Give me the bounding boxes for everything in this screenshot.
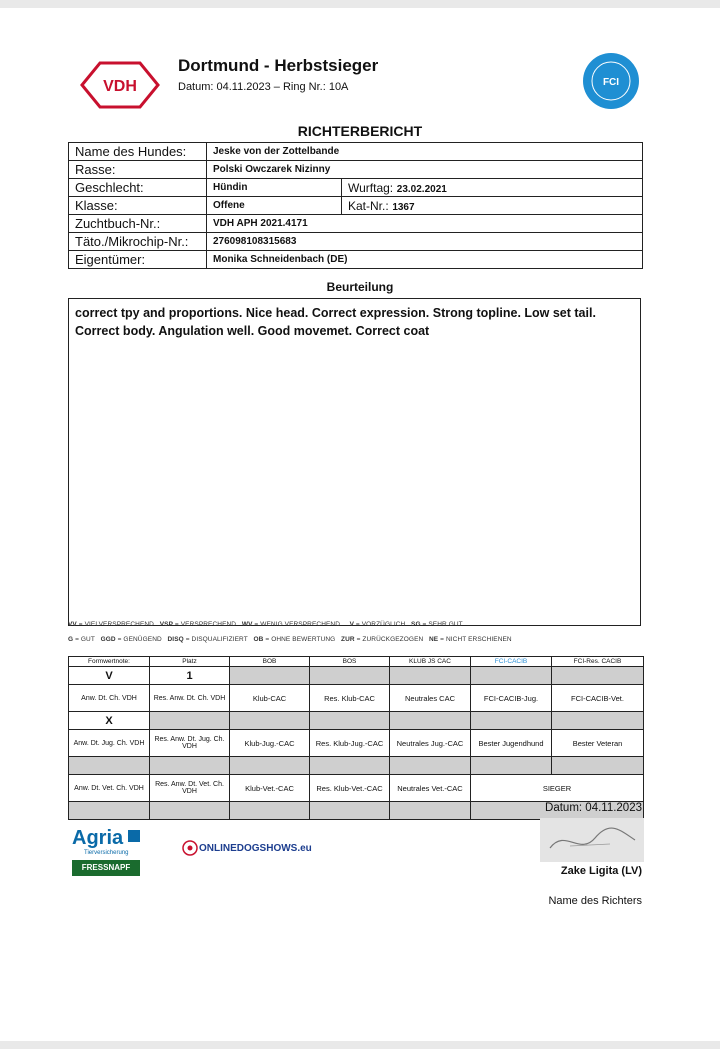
platz-value: 1 <box>150 667 230 685</box>
empty-cell <box>230 757 310 775</box>
name-label: Name des Hundes: <box>69 143 207 161</box>
legend-line-1: VV = VIELVERSPRECHEND VSP = VERSPRECHEND WV = WENIG VERSPRECHEND V = VORZÜGLICH SG = SEHR GUT <box>68 621 463 628</box>
judge-name: Zake Ligita (LV) <box>560 865 642 877</box>
award-cell: Anw. Dt. Vet. Ch. VDH <box>69 775 150 802</box>
table-row <box>69 657 644 667</box>
owner-label: Eigentümer: <box>69 251 207 269</box>
svg-text:ONLINEDOGSHOWS.eu: ONLINEDOGSHOWS.eu <box>199 843 312 854</box>
empty-cell <box>390 802 471 820</box>
header-bob: BOB <box>230 657 310 667</box>
empty-cell <box>552 757 644 775</box>
fci-logo-icon <box>582 52 640 110</box>
award-cell: Neutrales Jug.-CAC <box>390 730 471 757</box>
header-platz: Platz <box>150 657 230 667</box>
empty-cell <box>230 667 310 685</box>
table-row <box>69 179 643 197</box>
cat-cell <box>342 197 643 215</box>
cat-label: Kat-Nr.: <box>348 199 389 213</box>
header-fci-res-cacib: FCI-Res. CACIB <box>552 657 644 667</box>
sex-label: Geschlecht: <box>69 179 207 197</box>
table-row <box>69 197 643 215</box>
signature-date: Datum: 04.11.2023 <box>545 802 642 814</box>
vdh-logo-icon <box>78 60 162 110</box>
award-cell: Klub-CAC <box>230 685 310 712</box>
report-title: RICHTERBERICHT <box>297 123 423 139</box>
empty-cell <box>390 712 471 730</box>
empty-cell <box>150 712 230 730</box>
award-cell: Res. Anw. Dt. Ch. VDH <box>150 685 230 712</box>
table-row <box>69 251 643 269</box>
chip-label: Täto./Mikrochip-Nr.: <box>69 233 207 251</box>
award-cell: Klub-Jug.-CAC <box>230 730 310 757</box>
empty-cell <box>150 757 230 775</box>
assessment-text-line: correct tpy and proportions. Nice head. Correct expression. Strong topline. Low set tail. <box>75 306 596 320</box>
award-cell: FCI-CACIB-Vet. <box>552 685 644 712</box>
award-cell: Res. Anw. Dt. Vet. Ch. VDH <box>150 775 230 802</box>
empty-cell <box>230 802 310 820</box>
table-row <box>69 215 643 233</box>
dog-info-table <box>68 142 643 269</box>
dog-cat: 1367 <box>392 202 415 213</box>
empty-cell <box>552 712 644 730</box>
event-title: Dortmund - Herbstsieger <box>178 56 379 75</box>
empty-cell <box>69 757 150 775</box>
award-cell: Res. Klub-Vet.-CAC <box>310 775 390 802</box>
fressnapf-logo: FRESSNAPF <box>72 860 140 876</box>
assessment-box <box>68 298 641 626</box>
signature-image <box>540 818 644 862</box>
formwert-value: V <box>69 667 150 685</box>
dog-owner: Monika Schneidenbach (DE) <box>207 251 643 269</box>
award-cell: Res. Anw. Dt. Jug. Ch. VDH <box>150 730 230 757</box>
empty-cell <box>230 712 310 730</box>
svg-text:Tierversicherung: Tierversicherung <box>84 850 129 856</box>
award-cell: FCI-CACIB-Jug. <box>471 685 552 712</box>
birth-cell <box>342 179 643 197</box>
empty-cell <box>69 802 150 820</box>
dog-name: Jeske von der Zottelbande <box>207 143 643 161</box>
empty-cell <box>552 667 644 685</box>
empty-cell <box>390 757 471 775</box>
table-row <box>69 667 644 685</box>
award-cell: Res. Klub-Jug.-CAC <box>310 730 390 757</box>
empty-cell <box>310 757 390 775</box>
award-cell: Res. Klub-CAC <box>310 685 390 712</box>
award-cell: Bester Jugendhund <box>471 730 552 757</box>
event-date-ring: Datum: 04.11.2023 – Ring Nr.: 10A <box>178 81 349 93</box>
report-page <box>0 8 720 1041</box>
onlinedogshows-logo-icon <box>182 836 312 860</box>
svg-text:Agria: Agria <box>72 827 124 849</box>
dog-class: Offene <box>207 197 342 215</box>
table-row <box>69 233 643 251</box>
dog-chip: 276098108315683 <box>207 233 643 251</box>
class-label: Klasse: <box>69 197 207 215</box>
dog-breed: Polski Owczarek Nizinny <box>207 161 643 179</box>
svg-text:VDH: VDH <box>103 78 137 95</box>
award-cell: Klub-Vet.-CAC <box>230 775 310 802</box>
award-cell: Neutrales CAC <box>390 685 471 712</box>
table-row <box>69 775 644 802</box>
judge-name-label: Name des Richters <box>548 895 642 907</box>
award-cell: Anw. Dt. Jug. Ch. VDH <box>69 730 150 757</box>
assessment-heading: Beurteilung <box>326 280 394 294</box>
breed-label: Rasse: <box>69 161 207 179</box>
table-row <box>69 712 644 730</box>
header-bos: BOS <box>310 657 390 667</box>
header-klub-js-cac: KLUB JS CAC <box>390 657 471 667</box>
table-row <box>69 161 643 179</box>
table-row <box>69 730 644 757</box>
empty-cell <box>150 802 230 820</box>
empty-cell <box>471 757 552 775</box>
award-mark: X <box>69 712 150 730</box>
dog-studbook: VDH APH 2021.4171 <box>207 215 643 233</box>
svg-text:FCI: FCI <box>602 77 620 88</box>
award-cell: Anw. Dt. Ch. VDH <box>69 685 150 712</box>
assessment-text-line: Correct body. Angulation well. Good movemet. Correct coat <box>75 324 430 338</box>
dog-birth: 23.02.2021 <box>396 184 447 195</box>
header-fci-cacib: FCI-CACIB <box>471 657 552 667</box>
award-cell: Bester Veteran <box>552 730 644 757</box>
empty-cell <box>310 712 390 730</box>
studbook-label: Zuchtbuch-Nr.: <box>69 215 207 233</box>
empty-cell <box>471 712 552 730</box>
empty-cell <box>310 667 390 685</box>
header-formwert: Formwertnote: <box>69 657 150 667</box>
empty-cell <box>471 667 552 685</box>
agria-logo-icon <box>72 824 144 858</box>
table-row <box>69 143 643 161</box>
birth-label: Wurftag: <box>348 181 394 195</box>
empty-cell <box>310 802 390 820</box>
grading-table <box>68 656 644 820</box>
award-cell-sieger: SIEGER <box>471 775 644 802</box>
empty-cell <box>390 667 471 685</box>
table-row <box>69 757 644 775</box>
dog-sex: Hündin <box>207 179 342 197</box>
legend-line-2: G = GUT GGD = GENÜGEND DISQ = DISQUALIFIZIERT OB = OHNE BEWERTUNG ZUR = ZURÜCKGEZOGEN NE = NICHT ERSCHIENEN <box>68 636 512 643</box>
award-cell: Neutrales Vet.-CAC <box>390 775 471 802</box>
table-row <box>69 685 644 712</box>
